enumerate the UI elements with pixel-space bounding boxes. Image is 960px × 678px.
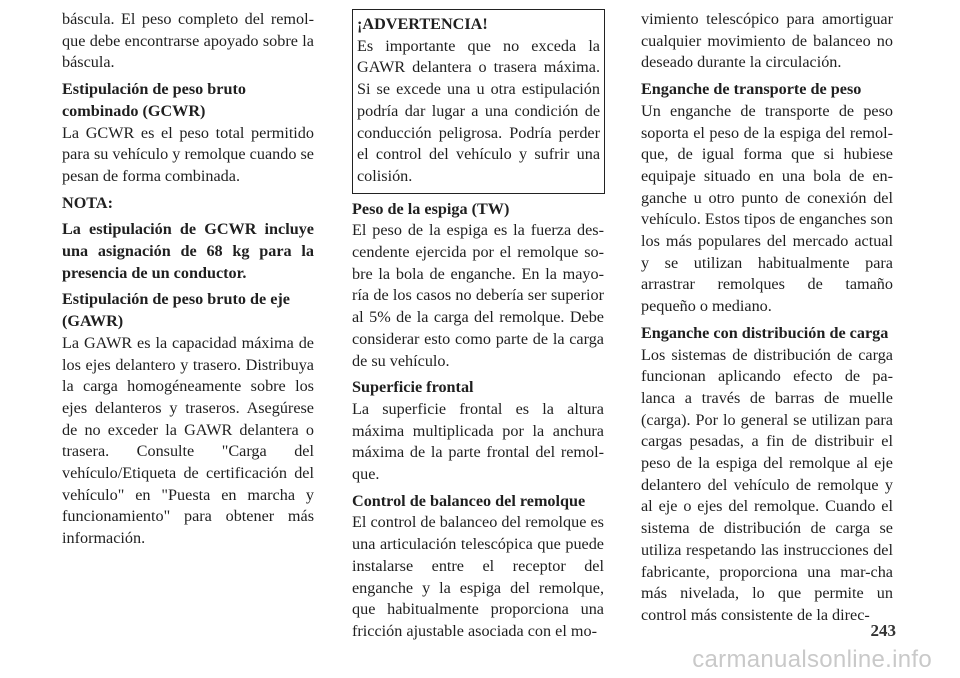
gcwr-heading: Estipulación de peso bruto combinado (GCWR) xyxy=(62,80,246,120)
note-paragraph: La estipulación de GCWR incluye una asignación de 68 kg para la presencia de un conductor. xyxy=(62,220,314,282)
frontal-area-heading: Superficie frontal xyxy=(352,378,474,397)
warning-box xyxy=(352,9,605,194)
sway-control-continued: vimiento telescópico para amortiguar cualquier movimiento de balanceo no deseado durante la circulación. xyxy=(641,10,893,72)
frontal-area-paragraph: La superficie frontal es la altura máxima multiplicada por la anchura máxima de la parte frontal del remol-que. xyxy=(352,399,604,484)
gawr-paragraph: La GAWR es la capacidad máxima de los ejes delantero y trasero. Distribuya la carga homogéneamente sobre los ejes delanteros y traseros. Asegúrese de no exceder la GAWR delantera o trasera. Consulte "Carga del vehículo/Etiqueta de certificación del vehículo" en "Puesta en marcha y funcionamiento" para obtener más información. xyxy=(62,333,314,548)
gawr-heading: Estipulación de peso bruto de eje (GAWR) xyxy=(62,290,290,331)
gcwr-paragraph: La GCWR es el peso total permitido para su vehículo y remolque cuando se pesan de forma combinada. xyxy=(62,123,314,185)
tongue-weight-heading: Peso de la espiga (TW) xyxy=(352,199,510,218)
weight-carrying-hitch-heading: Enganche de transporte de peso xyxy=(641,80,862,99)
column-middle xyxy=(352,9,604,648)
weight-carrying-hitch-paragraph: Un enganche de transporte de peso soporta el peso de la espiga del remol-que, de igual forma que si hubiese equipaje situado en una bola de en-ganche u otro punto de conexión del vehículo. Estos tipos de enganches son los más populares del mercado actual y se utilizan habitualmente para arrastrar remolques de tamaño pequeño o mediano. xyxy=(641,101,893,316)
weight-distributing-hitch-heading: Enganche con distribución de carga xyxy=(641,323,889,342)
note-label: NOTA: xyxy=(62,193,113,212)
column-right xyxy=(641,9,893,632)
warning-paragraph: Es importante que no exceda la GAWR delantera o trasera máxima. Si se excede una u otra estipulación podría dar lugar a una condición de conducción peligrosa. Podría perder el control del vehículo y sufrir una colisión. xyxy=(357,36,600,185)
weight-distributing-hitch-paragraph: Los sistemas de distribución de carga funcionan aplicando efecto de pa-lanca a través de barras de muelle (carga). Por lo general se utilizan para cargas pesadas, a fin de distribuir el peso de la espiga del remolque al eje delantero del vehículo de remolque y al eje o ejes del remolque. Cuando el sistema de distribución de carga se utiliza respetando las instrucciones del fabricante, proporciona una mar-cha más nivelada, lo que permite un control más consistente de la direc- xyxy=(641,345,893,624)
tongue-weight-paragraph: El peso de la espiga es la fuerza des-cendente ejercida por el remolque so-bre la bola de enganche. En la mayo-ría de los casos no debería ser superior al 5% de la carga del remolque. Debe considerar esto como parte de la carga de su vehículo. xyxy=(352,221,604,370)
column-left xyxy=(62,9,314,555)
watermark: carmanualsonline.info xyxy=(692,646,932,673)
intro-paragraph: báscula. El peso completo del remol-que debe encontrarse apoyado sobre la báscula. xyxy=(62,10,314,72)
sway-control-heading: Control de balanceo del remolque xyxy=(352,491,586,510)
warning-title: ¡ADVERTENCIA! xyxy=(357,15,488,33)
page-number: 243 xyxy=(870,621,896,640)
sway-control-paragraph: El control de balanceo del remolque es una articulación telescópica que puede instalarse entre el receptor del enganche y la espiga del remolque, que habitualmente proporciona una fricción ajustable asociada con el mo- xyxy=(352,513,604,640)
